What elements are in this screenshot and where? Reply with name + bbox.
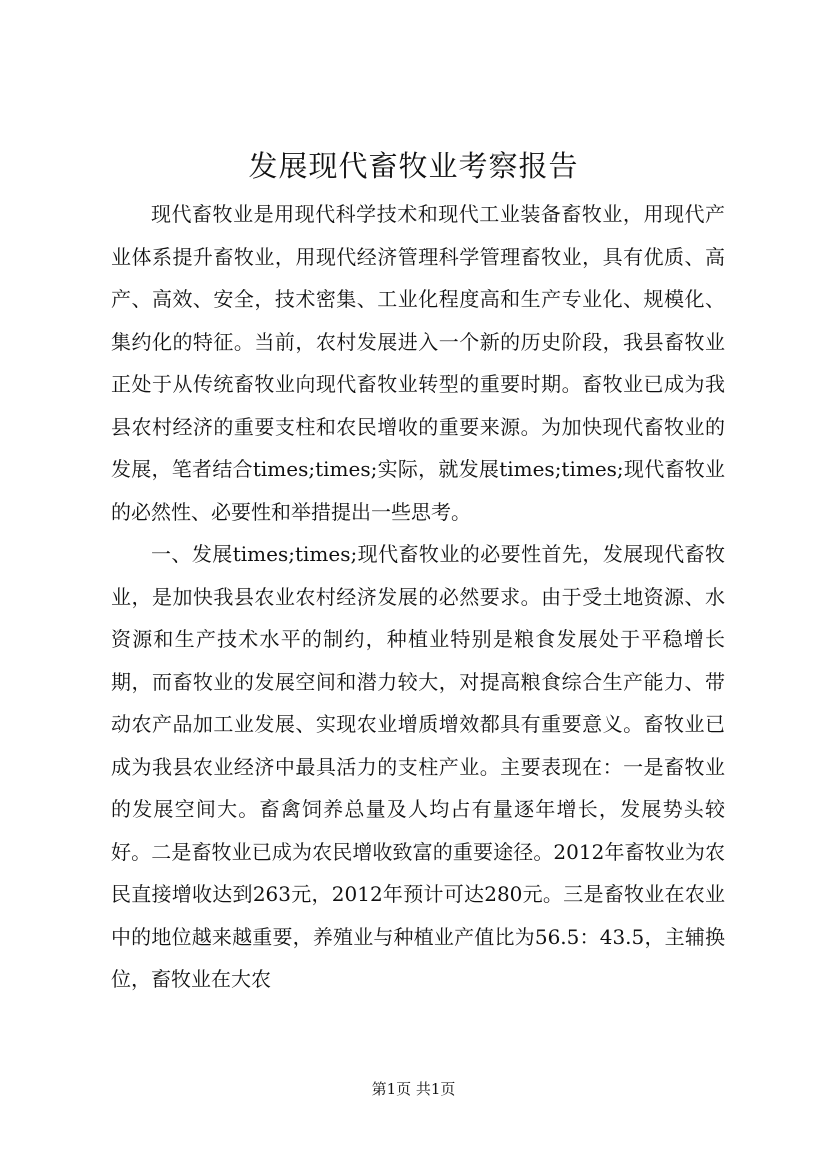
- paragraph-section-one: 一、发展times;times;现代畜牧业的必要性首先，发展现代畜牧业，是加快我县农业农村经济发展的必然要求。由于受土地资源、水资源和生产技术水平的制约，种植业特别是粮食发展处于平稳增长期，而畜牧业的发展空间和潜力较大，对提高粮食综合生产能力、带动农产品加工业发展、实现农业增质增效都具有重要意义。畜牧业已成为我县农业经济中最具活力的支柱产业。主要表现在：一是畜牧业的发展空间大。畜禽饲养总量及人均占有量逐年增长，发展势头较好。二是畜牧业已成为农民增收致富的重要途径。2012年畜牧业为农民直接增收达到263元，2012年预计可达280元。三是畜牧业在农业中的地位越来越重要，养殖业与种植业产值比为56.5：43.5，主辅换位，畜牧业在大农: [111, 542, 725, 991]
- paragraph-intro: 现代畜牧业是用现代科学技术和现代工业装备畜牧业，用现代产业体系提升畜牧业，用现代经济管理科学管理畜牧业，具有优质、高产、高效、安全，技术密集、工业化程度高和生产专业化、规模化、集约化的特征。当前，农村发展进入一个新的历史阶段，我县畜牧业正处于从传统畜牧业向现代畜牧业转型的重要时期。畜牧业已成为我县农村经济的重要支柱和农民增收的重要来源。为加快现代畜牧业的发展，笔者结合times;times;实际，就发展times;times;现代畜牧业的必然性、必要性和举措提出一些思考。: [111, 202, 725, 524]
- document-title: 发展现代畜牧业考察报告: [248, 149, 579, 183]
- document-body: [111, 193, 725, 1001]
- page-footer: 第1页 共1页: [371, 1080, 456, 1098]
